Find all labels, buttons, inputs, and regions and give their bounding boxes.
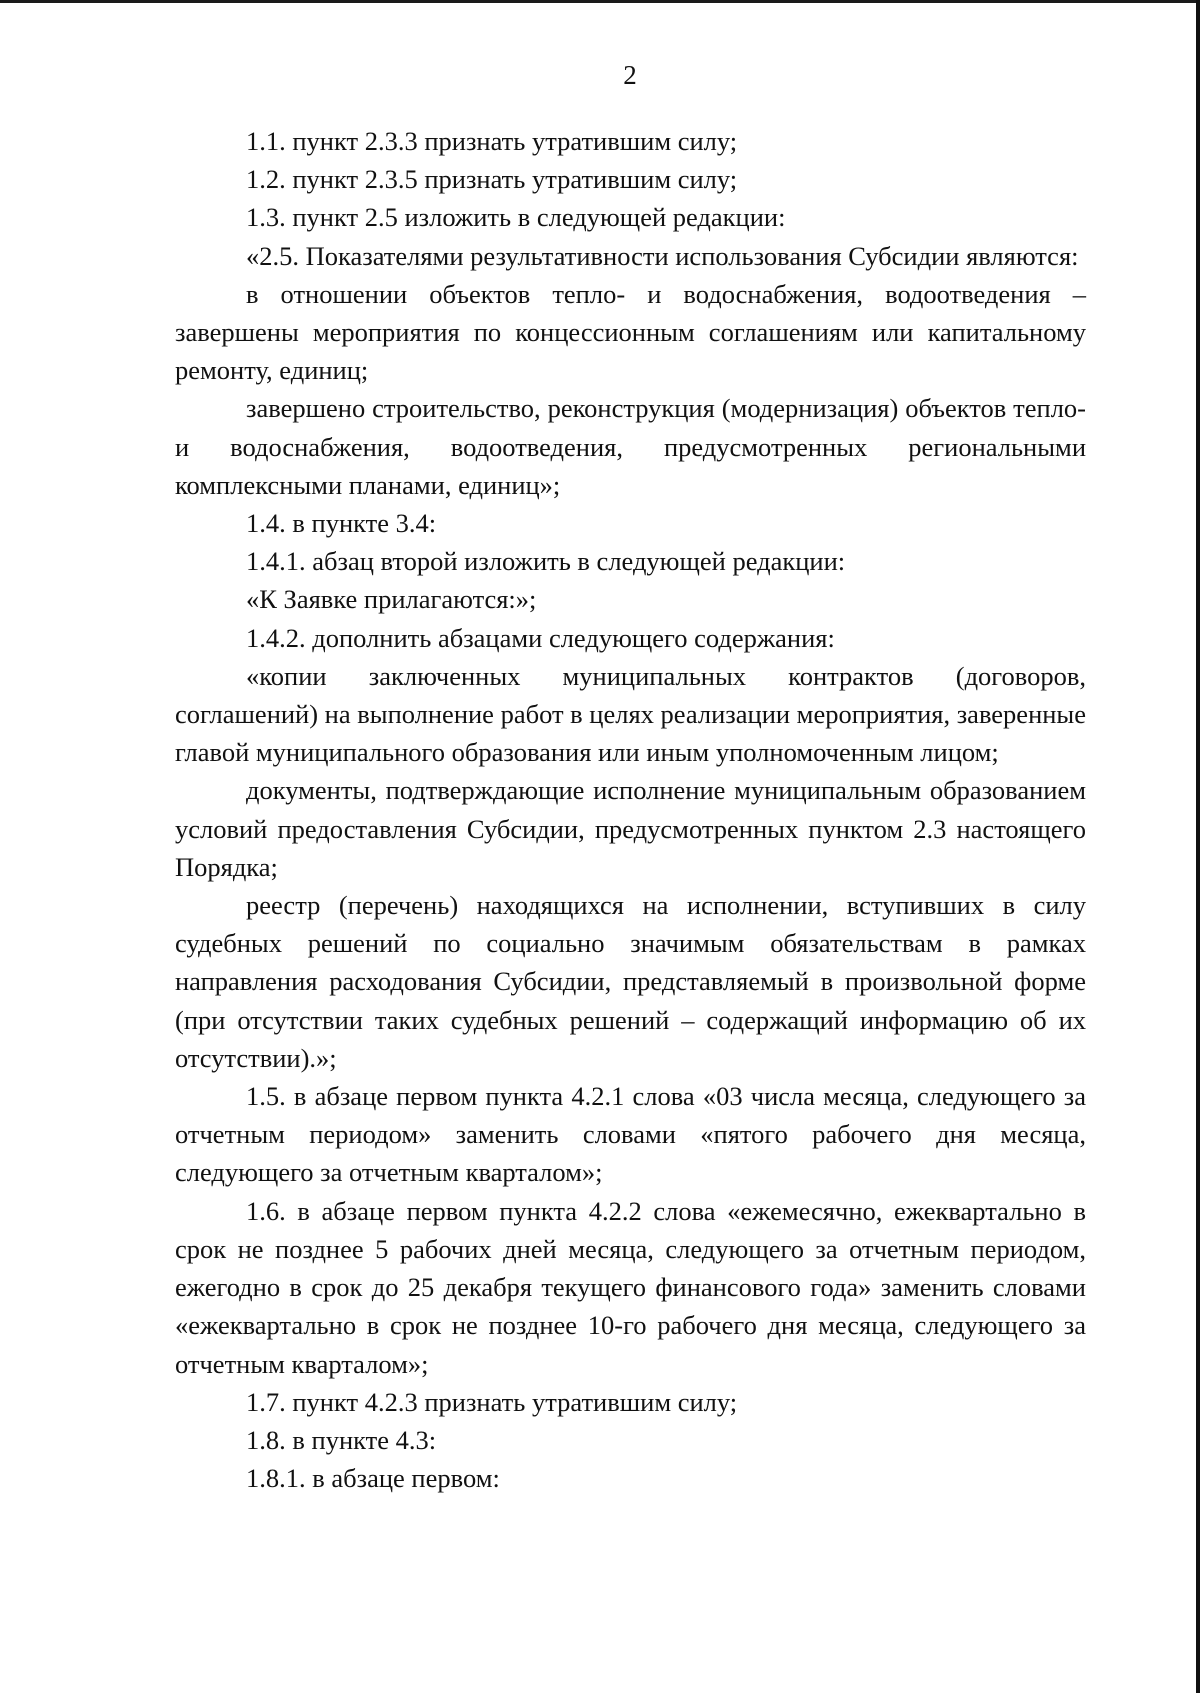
paragraph: документы, подтверждающие исполнение муниципальным образованием условий предоставления Субсидии, предусмотренных пунктом 2.3 настоящего Порядка; <box>175 775 1086 882</box>
scan-edge-right <box>1196 0 1200 1693</box>
paragraph: 1.6. в абзаце первом пункта 4.2.2 слова «ежемесячно, ежеквартально в срок не позднее 5 рабочих дней месяца, следующего за отчетным периодом, ежегодно в срок до 25 декабря текущего финансового года» заменить словами «ежеквартально в срок не позднее 10-го рабочего дня месяца, следующего за отчетным кварталом»; <box>175 1195 1086 1379</box>
paragraph: 1.5. в абзаце первом пункта 4.2.1 слова «03 числа месяца, следующего за отчетным периодом» заменить словами «пятого рабочего дня месяца, следующего за отчетным кварталом»; <box>175 1081 1086 1188</box>
paragraph: 1.4. в пункте 3.4: <box>246 508 437 539</box>
paragraph: 1.8.1. в абзаце первом: <box>246 1463 500 1494</box>
paragraph: 1.3. пункт 2.5 изложить в следующей редакции: <box>246 202 786 233</box>
paragraph: в отношении объектов тепло- и водоснабжения, водоотведения – завершены мероприятия по концессионным соглашениям или капитальному ремонту, единиц; <box>175 278 1086 386</box>
paragraph: 1.2. пункт 2.3.5 признать утратившим силу; <box>246 164 738 195</box>
paragraph: реестр (перечень) находящихся на исполнении, вступивших в силу судебных решений по социально значимым обязательствам в рамках направления расходования Субсидии, представляемый в произвольной форме (при отсутствии таких судебных решений – содержащий информацию об их отсутствии).»; <box>175 890 1086 1073</box>
paragraph: 1.4.1. абзац второй изложить в следующей редакции: <box>246 546 846 577</box>
page-number: 2 <box>623 60 637 90</box>
paragraph: 1.1. пункт 2.3.3 признать утратившим силу; <box>246 126 738 156</box>
paragraph: завершено строительство, реконструкция (модернизация) объектов тепло- и водоснабжения, водоотведения, предусмотренных региональными комплексными планами, единиц»; <box>175 393 1086 500</box>
scan-edge-top <box>0 0 1200 3</box>
paragraph: «копии заключенных муниципальных контрактов (договоров, соглашений) на выполнение работ в целях реализации мероприятия, заверенные главой муниципального образования или иным уполномоченным лицом; <box>175 660 1087 768</box>
paragraph: 1.4.2. дополнить абзацами следующего содержания: <box>246 622 835 653</box>
paragraph: 1.8. в пункте 4.3: <box>246 1424 437 1455</box>
paragraph: «2.5. Показателями результативности использования Субсидии являются: <box>246 240 1079 271</box>
paragraph: «К Заявке прилагаются:»; <box>246 584 537 615</box>
paragraph: 1.7. пункт 4.2.3 признать утратившим силу; <box>246 1386 738 1417</box>
document-body <box>175 122 1086 1497</box>
